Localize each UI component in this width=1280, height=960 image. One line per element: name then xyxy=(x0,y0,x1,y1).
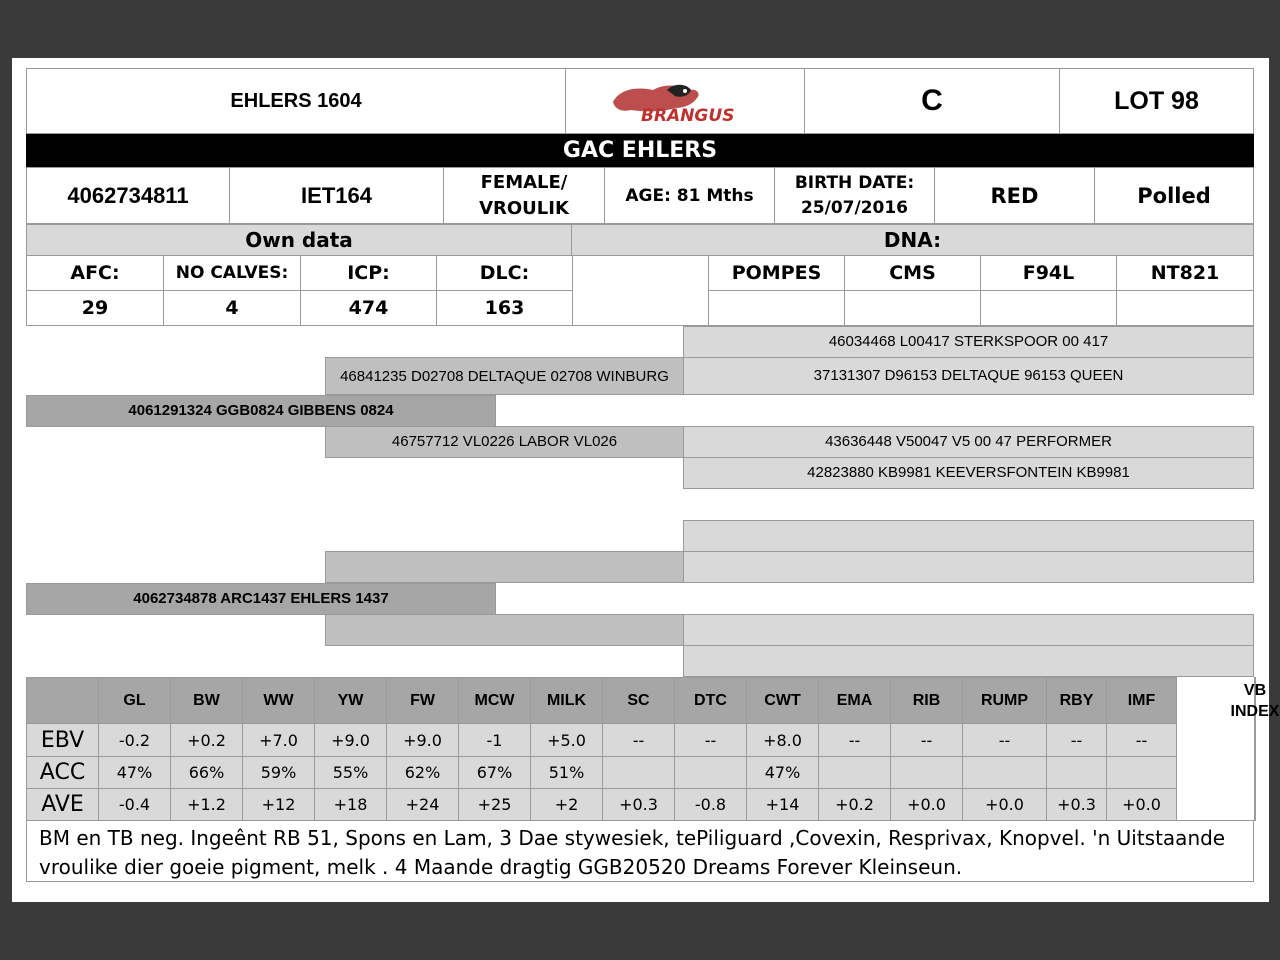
ebv-value: 51% xyxy=(530,756,603,789)
ebv-col-rib: RIB xyxy=(890,677,963,724)
ebv-value: +9.0 xyxy=(386,723,459,757)
ebv-value: 55% xyxy=(314,756,387,789)
animal-code: IET164 xyxy=(229,167,444,224)
sex xyxy=(443,167,605,224)
ebv-value: +18 xyxy=(314,788,387,821)
pedigree-dam: 4062734878 ARC1437 EHLERS 1437 xyxy=(26,583,496,615)
ebv-col-sc: SC xyxy=(602,677,675,724)
ebv-row-label-ave: AVE xyxy=(26,788,99,821)
ebv-col-fw: FW xyxy=(386,677,459,724)
ebv-value: +12 xyxy=(242,788,315,821)
ebv-value: 66% xyxy=(170,756,243,789)
ebv-col-gl: GL xyxy=(98,677,171,724)
pedigree-sdd: 42823880 KB9981 KEEVERSFONTEIN KB9981 xyxy=(683,457,1254,489)
sex-en: FEMALE/ xyxy=(480,171,568,193)
ebv-value: +8.0 xyxy=(746,723,819,757)
birth-date xyxy=(774,167,935,224)
ebv-value xyxy=(890,756,963,789)
pedigree-sss: 46034468 L00417 STERKSPOOR 00 417 xyxy=(683,326,1254,358)
afc-label: AFC: xyxy=(26,255,164,291)
ebv-value: -0.2 xyxy=(98,723,171,757)
ebv-value: +0.2 xyxy=(170,723,243,757)
ebv-value: 59% xyxy=(242,756,315,789)
ebv-value: -- xyxy=(1046,723,1107,757)
ebv-row-label-ebv: EBV xyxy=(26,723,99,757)
dna-title: DNA: xyxy=(571,224,1254,256)
ebv-value: +14 xyxy=(746,788,819,821)
pedigree-sd: 46757712 VL0226 LABOR VL026 xyxy=(325,426,684,458)
ebv-value xyxy=(1046,756,1107,789)
bull-logo-icon xyxy=(605,76,765,126)
ebv-value xyxy=(674,756,747,789)
dna-blank xyxy=(572,255,709,326)
pedigree-ss: 46841235 D02708 DELTAQUE 02708 WINBURG xyxy=(325,357,684,395)
birth-label: BIRTH DATE: xyxy=(794,172,915,193)
ebv-value: +24 xyxy=(386,788,459,821)
afc-value: 29 xyxy=(26,290,164,326)
ebv-value: +0.3 xyxy=(602,788,675,821)
colour: RED xyxy=(934,167,1095,224)
ebv-value: -- xyxy=(1106,723,1177,757)
ebv-col-ww: WW xyxy=(242,677,315,724)
logo-text: BRANGUS xyxy=(641,106,735,126)
pedigree-dsd xyxy=(683,551,1254,583)
pedigree-ssd: 37131307 D96153 DELTAQUE 96153 QUEEN xyxy=(683,357,1254,395)
ebv-value: -- xyxy=(818,723,891,757)
icp-value: 474 xyxy=(300,290,437,326)
ebv-col-vb-index xyxy=(1230,677,1280,724)
ebv-value: +0.2 xyxy=(818,788,891,821)
ebv-value: -- xyxy=(890,723,963,757)
dlc-value: 163 xyxy=(436,290,573,326)
birth-value: 25/07/2016 xyxy=(800,197,909,218)
ebv-value: +5.0 xyxy=(530,723,603,757)
ebv-corner xyxy=(26,677,99,724)
ebv-value: -1 xyxy=(458,723,531,757)
ebv-value xyxy=(818,756,891,789)
ebv-col-bw: BW xyxy=(170,677,243,724)
dna-nt821: NT821 xyxy=(1116,255,1254,291)
ebv-col-mcw: MCW xyxy=(458,677,531,724)
ebv-col-ema: EMA xyxy=(818,677,891,724)
ebv-value: +0.3 xyxy=(1046,788,1107,821)
ebv-col-rby: RBY xyxy=(1046,677,1107,724)
ebv-value: +0.0 xyxy=(890,788,963,821)
ebv-value: +1.2 xyxy=(170,788,243,821)
ebv-col-milk: MILK xyxy=(530,677,603,724)
dna-f94l: F94L xyxy=(980,255,1117,291)
ebv-row-label-acc: ACC xyxy=(26,756,99,789)
ebv-col-dtc: DTC xyxy=(674,677,747,724)
animal-id: 4062734811 xyxy=(26,167,230,224)
dna-nt821-value xyxy=(1116,290,1254,326)
ebv-value: -- xyxy=(674,723,747,757)
ebv-value: 47% xyxy=(746,756,819,789)
ebv-value: +9.0 xyxy=(314,723,387,757)
sex-af: VROULIK xyxy=(479,197,569,219)
ebv-col-yw: YW xyxy=(314,677,387,724)
dna-f94l-value xyxy=(980,290,1117,326)
remarks: BM en TB neg. Ingeênt RB 51, Spons en Lam, 3 Dae stywesiek, tePiliguard ,Covexin, Resprivax, Knopvel. 'n Uitstaande vroulike dier goeie pigment, melk . 4 Maande dragtig GGB20520 Dreams Forever Kleinseun. xyxy=(26,820,1254,882)
ebv-value xyxy=(962,756,1047,789)
ebv-value xyxy=(1106,756,1177,789)
icp-label: ICP: xyxy=(300,255,437,291)
brangus-logo xyxy=(565,68,805,134)
ebv-value: -- xyxy=(962,723,1047,757)
grade: C xyxy=(804,68,1060,134)
lot-number: LOT 98 xyxy=(1059,68,1254,134)
dna-cms: CMS xyxy=(844,255,981,291)
horn-status: Polled xyxy=(1094,167,1254,224)
ebv-value: 62% xyxy=(386,756,459,789)
pedigree-ds xyxy=(325,551,684,583)
ebv-value: 47% xyxy=(98,756,171,789)
vb-label: VB xyxy=(1243,681,1267,699)
ebv-value: -0.4 xyxy=(98,788,171,821)
dna-cms-value xyxy=(844,290,981,326)
pedigree-ddd xyxy=(683,645,1254,677)
dna-pompes-value xyxy=(708,290,845,326)
vb-index-value xyxy=(1254,723,1256,821)
ebv-value: +7.0 xyxy=(242,723,315,757)
ebv-value: +0.0 xyxy=(1106,788,1177,821)
ebv-value: +25 xyxy=(458,788,531,821)
pedigree-sire: 4061291324 GGB0824 GIBBENS 0824 xyxy=(26,395,496,427)
ebv-value xyxy=(602,756,675,789)
pedigree-dds xyxy=(683,614,1254,646)
ebv-value: +2 xyxy=(530,788,603,821)
pedigree-dss xyxy=(683,520,1254,552)
ebv-value: +0.0 xyxy=(962,788,1047,821)
index-label: INDEX xyxy=(1230,702,1280,720)
dna-pompes: POMPES xyxy=(708,255,845,291)
no-calves-label: NO CALVES: xyxy=(163,255,301,291)
ebv-value: -0.8 xyxy=(674,788,747,821)
own-data-title: Own data xyxy=(26,224,572,256)
ebv-table xyxy=(26,677,1280,821)
lot-sheet xyxy=(12,58,1280,902)
animal-name: EHLERS 1604 xyxy=(26,68,566,134)
breeder-name: GAC EHLERS xyxy=(26,134,1254,167)
ebv-col-rump: RUMP xyxy=(962,677,1047,724)
ebv-col-cwt: CWT xyxy=(746,677,819,724)
pedigree-sds: 43636448 V50047 V5 00 47 PERFORMER xyxy=(683,426,1254,458)
ebv-value: -- xyxy=(602,723,675,757)
age: AGE: 81 Mths xyxy=(604,167,775,224)
ebv-value: 67% xyxy=(458,756,531,789)
pedigree-dd xyxy=(325,614,684,646)
dlc-label: DLC: xyxy=(436,255,573,291)
ebv-col-imf: IMF xyxy=(1106,677,1177,724)
no-calves-value: 4 xyxy=(163,290,301,326)
